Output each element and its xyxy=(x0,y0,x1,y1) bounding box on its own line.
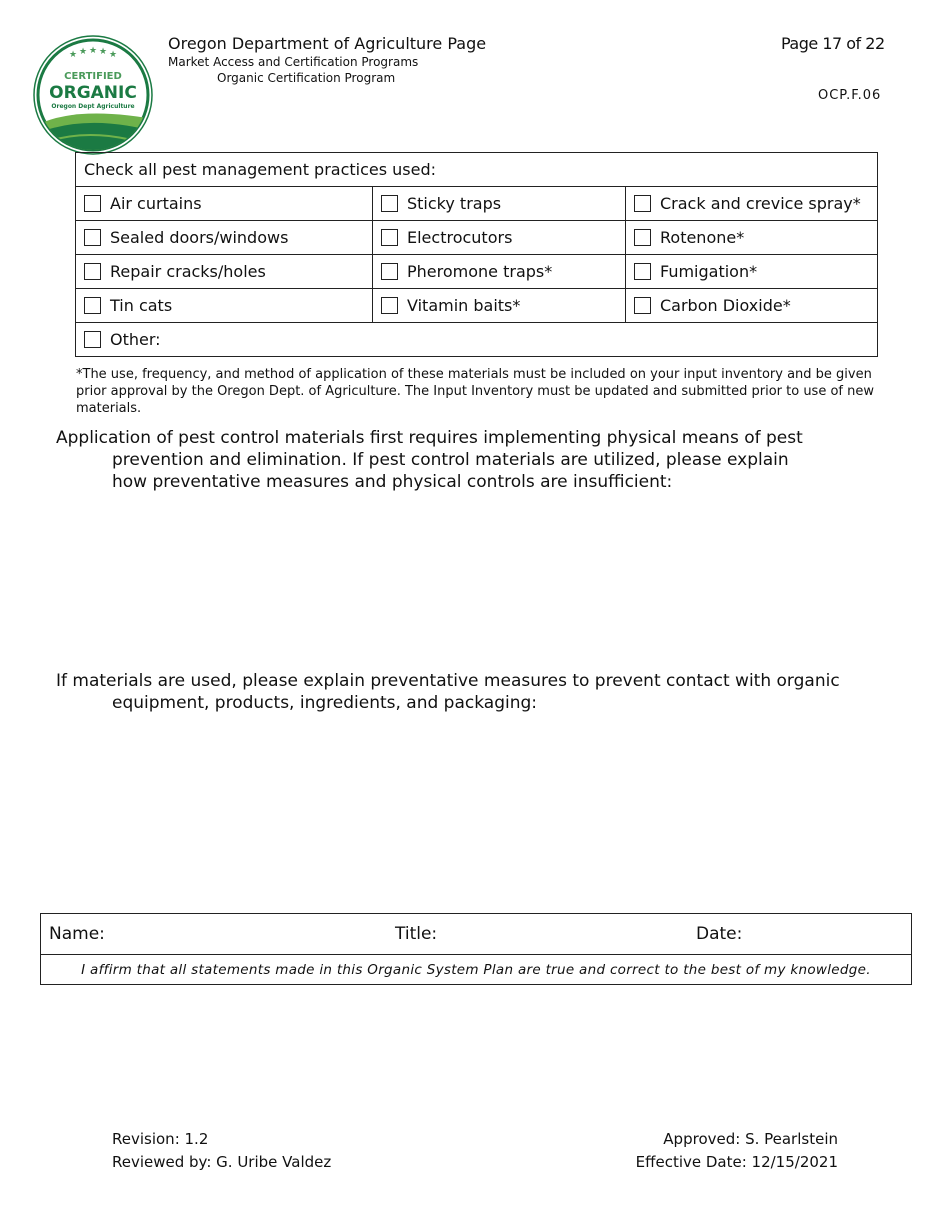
checkbox[interactable] xyxy=(381,297,398,314)
practices-heading: Check all pest management practices used: xyxy=(76,153,878,187)
question-physical-controls: Application of pest control materials first requires implementing physical means of pest prevention and elimination. If pest control materials are utilized, please explain how preventative measures and physical controls are insufficient: xyxy=(56,428,803,492)
logo-sub-text: Oregon Dept Agriculture xyxy=(51,103,135,110)
checkbox[interactable] xyxy=(84,263,101,280)
logo-top-text: CERTIFIED xyxy=(64,71,122,82)
checkbox[interactable] xyxy=(84,331,101,348)
practice-vitamin-baits[interactable]: Vitamin baits* xyxy=(373,289,626,323)
title-label: Title: xyxy=(395,924,438,944)
checkbox[interactable] xyxy=(634,297,651,314)
svg-text:★: ★ xyxy=(99,47,108,57)
footer-left xyxy=(112,1128,331,1174)
practice-rotenone[interactable]: Rotenone* xyxy=(626,221,878,255)
program-subtitle: Organic Certification Program xyxy=(217,71,396,85)
checkbox[interactable] xyxy=(634,195,651,212)
certified-organic-logo xyxy=(33,35,153,155)
checkbox[interactable] xyxy=(634,263,651,280)
checkbox[interactable] xyxy=(381,195,398,212)
name-label: Name: xyxy=(49,924,105,944)
practice-fumigation[interactable]: Fumigation* xyxy=(626,255,878,289)
effective-date: Effective Date: 12/15/2021 xyxy=(635,1153,838,1171)
signature-fields[interactable] xyxy=(41,914,912,955)
practice-sticky-traps[interactable]: Sticky traps xyxy=(373,187,626,221)
practice-sealed-doors[interactable]: Sealed doors/windows xyxy=(76,221,373,255)
checkbox[interactable] xyxy=(381,229,398,246)
checkbox[interactable] xyxy=(634,229,651,246)
svg-text:★: ★ xyxy=(79,47,88,57)
checkbox[interactable] xyxy=(84,297,101,314)
practices-row xyxy=(76,187,878,221)
practice-air-curtains[interactable]: Air curtains xyxy=(76,187,373,221)
svg-text:★: ★ xyxy=(109,50,118,60)
practices-row xyxy=(76,255,878,289)
programs-subtitle: Market Access and Certification Programs xyxy=(168,55,419,69)
practice-crack-crevice-spray[interactable]: Crack and crevice spray* xyxy=(626,187,878,221)
approved-by: Approved: S. Pearlstein xyxy=(663,1130,838,1148)
page-number: Page 17 of 22 xyxy=(781,34,885,53)
pest-practices-table xyxy=(75,152,878,357)
practices-row xyxy=(76,221,878,255)
svg-text:★: ★ xyxy=(69,50,78,60)
materials-footnote: *The use, frequency, and method of application of these materials must be included on your input inventory and be given prior approval by the Oregon Dept. of Agriculture. The Input Inventory must be updated and submitted prior to use of new materials. xyxy=(76,367,874,416)
practice-tin-cats[interactable]: Tin cats xyxy=(76,289,373,323)
question-preventative-measures: If materials are used, please explain preventative measures to prevent contact with organic equipment, products, ingredients, and packaging: xyxy=(56,671,840,713)
department-title: Oregon Department of Agriculture Page xyxy=(168,34,487,53)
form-code: OCP.F.06 xyxy=(818,88,882,103)
practice-electrocutors[interactable]: Electrocutors xyxy=(373,221,626,255)
checkbox[interactable] xyxy=(84,229,101,246)
footer-right xyxy=(634,1128,838,1174)
svg-text:★: ★ xyxy=(89,46,98,56)
reviewed-by: Reviewed by: G. Uribe Valdez xyxy=(112,1153,332,1171)
revision: Revision: 1.2 xyxy=(112,1130,209,1148)
practice-carbon-dioxide[interactable]: Carbon Dioxide* xyxy=(626,289,878,323)
practice-repair-cracks[interactable]: Repair cracks/holes xyxy=(76,255,373,289)
checkbox[interactable] xyxy=(381,263,398,280)
practice-pheromone-traps[interactable]: Pheromone traps* xyxy=(373,255,626,289)
practices-row xyxy=(76,289,878,323)
practice-other[interactable]: Other: xyxy=(76,323,878,357)
checkbox[interactable] xyxy=(84,195,101,212)
date-label: Date: xyxy=(696,924,743,944)
signature-block xyxy=(40,913,912,985)
logo-main-text: ORGANIC xyxy=(49,83,137,103)
affirmation-statement: I affirm that all statements made in this Organic System Plan are true and correct to the best of my knowledge. xyxy=(41,955,912,985)
